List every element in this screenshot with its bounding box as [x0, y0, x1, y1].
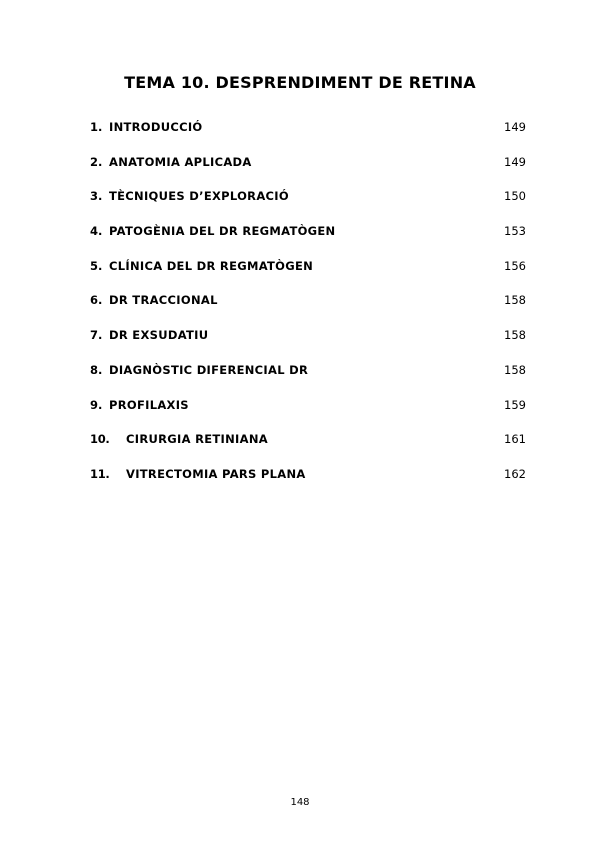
toc-entry-page: 161: [504, 432, 526, 447]
toc-entry-dr-exsudatiu[interactable]: [90, 326, 526, 361]
toc-entry-cirurgia-retiniana[interactable]: [90, 430, 526, 465]
toc-entry-anatomia-aplicada[interactable]: [90, 153, 526, 188]
toc-entry-page: 158: [504, 293, 526, 308]
toc-entry-label: PROFILAXIS: [109, 397, 189, 412]
toc-entry-number: 11.: [90, 466, 110, 481]
toc-entry-label: VITRECTOMIA PARS PLANA: [126, 466, 306, 481]
toc-entry-vitrectomia[interactable]: [90, 465, 526, 500]
page-title: TEMA 10. DESPRENDIMENT DE RETINA: [124, 73, 476, 92]
toc-entry-profilaxis[interactable]: [90, 396, 526, 431]
toc-entry-number: 7.: [90, 328, 103, 343]
toc-entry-page: 159: [504, 397, 526, 412]
toc-entry-tecniques-exploracio[interactable]: [90, 187, 526, 222]
footer-page-number: 148: [290, 797, 310, 808]
toc-entry-page: 149: [504, 154, 526, 169]
toc-entry-dr-traccional[interactable]: [90, 291, 526, 326]
toc-entry-number: 1.: [90, 120, 103, 134]
toc-entry-label: INTRODUCCIÓ: [109, 120, 203, 134]
toc-entry-number: 3.: [90, 189, 103, 204]
toc-entry-number: 5.: [90, 258, 103, 273]
toc-entry-page: 156: [504, 258, 526, 273]
toc-entry-label: DR EXSUDATIU: [109, 328, 209, 343]
toc-entry-page: 150: [504, 189, 526, 204]
toc-entry-label: DIAGNÒSTIC DIFERENCIAL DR: [109, 362, 309, 377]
toc-entry-clinica[interactable]: [90, 257, 526, 292]
toc-entry-page: 158: [504, 362, 526, 377]
toc-entry-page: 158: [504, 328, 526, 343]
toc-entry-page: 153: [504, 224, 526, 239]
toc-entry-label: ANATOMIA APLICADA: [109, 154, 252, 169]
toc-entry-diagnostic-diferencial[interactable]: [90, 361, 526, 396]
toc-entry-page: 149: [504, 120, 526, 134]
toc-entry-number: 4.: [90, 224, 103, 239]
toc-entry-introduccio[interactable]: [90, 118, 526, 153]
toc-entry-label: PATOGÈNIA DEL DR REGMATÒGEN: [109, 224, 336, 239]
toc-entry-number: 9.: [90, 397, 103, 412]
toc-entry-label: CLÍNICA DEL DR REGMATÒGEN: [109, 258, 314, 273]
toc-entry-patogenia[interactable]: [90, 222, 526, 257]
toc-entry-page: 162: [504, 466, 526, 481]
table-of-contents: [90, 118, 526, 500]
toc-entry-label: DR TRACCIONAL: [109, 293, 218, 308]
toc-entry-number: 6.: [90, 293, 103, 308]
toc-entry-label: CIRURGIA RETINIANA: [126, 432, 268, 447]
toc-entry-number: 2.: [90, 154, 103, 169]
toc-entry-number: 8.: [90, 362, 103, 377]
toc-entry-number: 10.: [90, 432, 110, 447]
toc-entry-label: TÈCNIQUES D’EXPLORACIÓ: [109, 189, 289, 204]
